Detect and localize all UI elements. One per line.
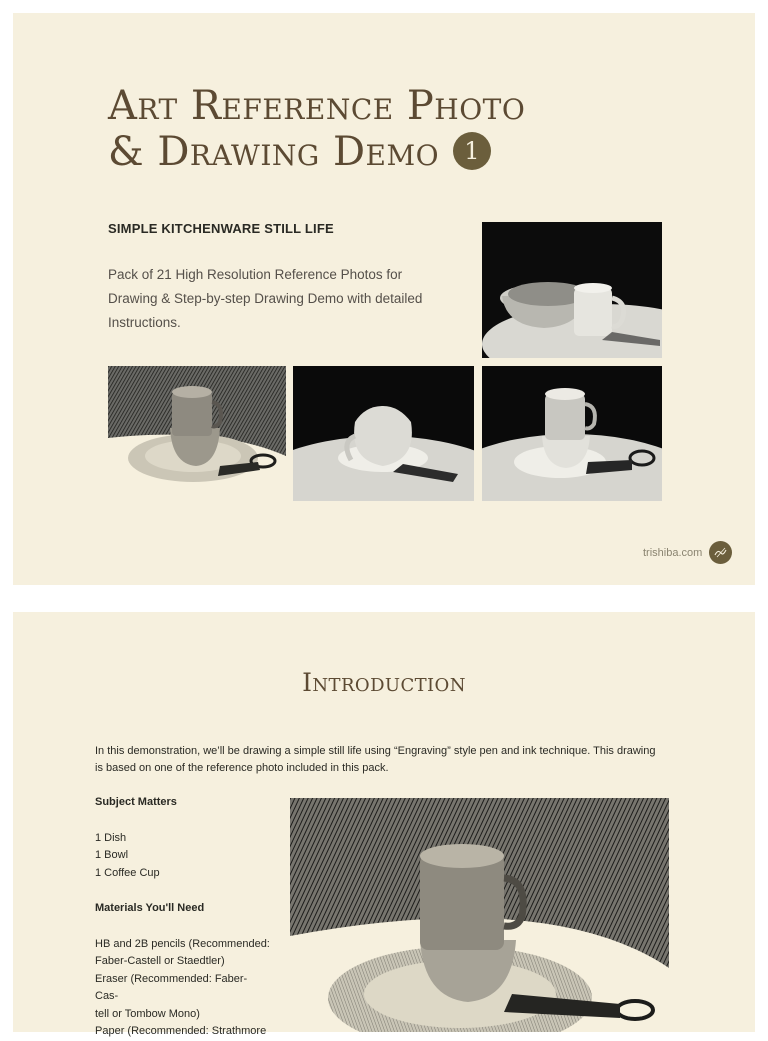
subject-item: 1 Bowl	[95, 849, 129, 861]
title-line-1: Art Reference Photo	[108, 83, 526, 129]
cover-subtitle: SIMPLE KITCHENWARE STILL LIFE	[108, 221, 334, 236]
introduction-page	[13, 612, 755, 1037]
intro-title: Introduction	[302, 668, 466, 697]
requirements-column	[95, 794, 270, 1041]
materials-item: HB and 2B pencils (Recommended:	[95, 937, 270, 950]
materials-item: Faber-Castell or Staedtler)	[95, 955, 225, 967]
materials-item: Eraser (Recommended: Faber-Cas-	[95, 972, 248, 1002]
subject-item: 1 Dish	[95, 831, 127, 844]
materials-item: Paper (Recommended: Strathmore	[95, 1025, 267, 1037]
signature-logo-icon	[709, 541, 732, 564]
upturned-cup-photo	[293, 366, 474, 501]
cover-description: Pack of 21 High Resolution Reference Photos for Drawing & Step-by-step Drawing Demo with detailed Instructions.	[108, 267, 423, 330]
site-link[interactable]: trishiba.com	[643, 547, 703, 559]
subject-item: 1 Coffee Cup	[95, 866, 160, 879]
engraving-drawing	[290, 798, 669, 1032]
intro-paragraph: In this demonstration, we’ll be drawing a simple still life using “Engraving” style pen and ink technique. This drawing is based on one of the reference photo included in this pack.	[95, 745, 656, 774]
bowl-and-mug-photo	[482, 222, 662, 358]
cup-on-bowl-photo	[482, 366, 662, 501]
subject-heading: Subject Matters	[95, 796, 177, 808]
cover-title	[108, 83, 525, 175]
materials-heading: Materials You'll Need	[95, 902, 205, 914]
volume-badge: 1	[453, 132, 491, 170]
cup-on-saucer-drawing	[108, 366, 286, 501]
cover-page	[13, 13, 755, 585]
title-line-2-text: & Drawing Demo	[108, 129, 440, 175]
materials-item: tell or Tombow Mono)	[95, 1007, 200, 1020]
title-line-2	[108, 129, 525, 175]
